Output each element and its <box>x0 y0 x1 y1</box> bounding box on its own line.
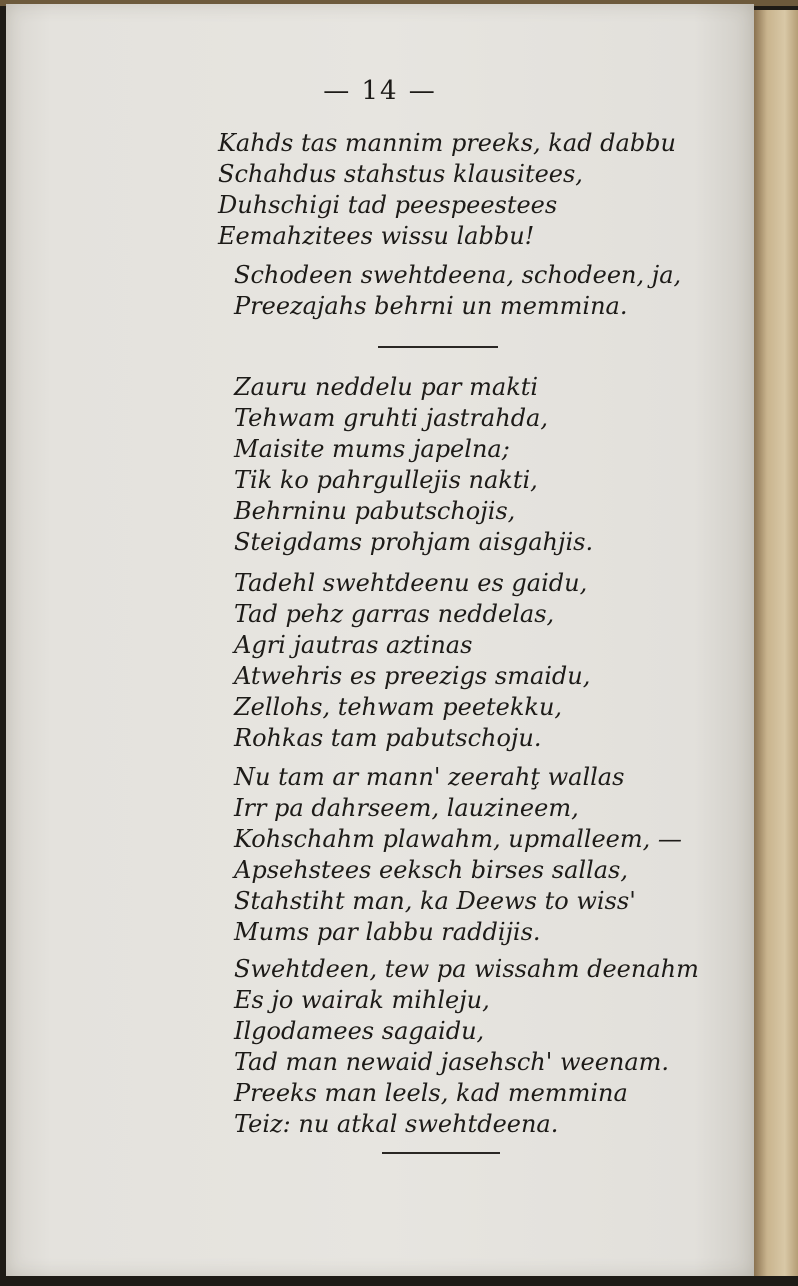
poem-line: Es jo wairak mihleju, <box>234 986 490 1014</box>
poem-line: Tad pehz garras neddelas, <box>234 600 555 628</box>
poem-line: Preeks man leels, kad memmina <box>234 1079 628 1107</box>
adjacent-page-edge <box>754 10 798 1276</box>
poem-line: Duhschigi tad peespeestees <box>218 191 558 219</box>
poem-line: Schodeen swehtdeena, schodeen, ja, <box>234 261 682 289</box>
poem-line: Stahstiht man, ka Deews to wiss' <box>234 887 636 915</box>
poem-line: Ilgodamees sagaidu, <box>234 1017 485 1045</box>
stanza-5 <box>234 762 682 948</box>
poem-line: Schahdus stahstus klausitees, <box>218 160 583 188</box>
poem-line: Rohkas tam pabutschoju. <box>234 724 542 752</box>
stanza-3 <box>234 372 593 558</box>
poem-line: Kohschahm plawahm, upmalleem, — <box>234 825 682 853</box>
poem-line: Zellohs, tehwam peetekku, <box>234 693 563 721</box>
poem-line: Steigdams prohjam aisgahjis. <box>234 528 594 556</box>
poem-line: Behrninu pabutschojis, <box>234 497 516 525</box>
poem-line: Teiz: nu atkal swehtdeena. <box>234 1110 559 1138</box>
poem-line: Irr pa dahrseem, lauzineem, <box>234 794 579 822</box>
book-page <box>6 4 754 1276</box>
section-divider-top <box>378 346 498 348</box>
stanza-4 <box>234 568 590 754</box>
poem-line: Atwehris es preezigs smaidu, <box>234 662 591 690</box>
poem-line: Tik ko pahrgullejis nakti, <box>234 466 538 494</box>
poem-line: Kahds tas mannim preeks, kad dabbu <box>218 129 677 157</box>
poem-line: Maisite mums japelna; <box>234 435 510 463</box>
stanza-1 <box>218 128 676 252</box>
poem-line: Tehwam gruhti jastrahda, <box>234 404 548 432</box>
poem-line: Agri jautras aztinas <box>234 631 473 659</box>
poem-line: Mums par labbu raddijis. <box>234 918 541 946</box>
poem-line: Tad man newaid jasehsch' weenam. <box>234 1048 670 1076</box>
page-number: — 14 — <box>323 76 437 106</box>
stanza-6 <box>234 954 699 1140</box>
poem-line: Swehtdeen, tew pa wissahm deenahm <box>234 955 699 983</box>
section-divider-bottom <box>382 1152 500 1154</box>
poem-line: Tadehl swehtdeenu es gaidu, <box>234 569 588 597</box>
stanza-2 <box>234 260 681 322</box>
poem-line: Zauru neddelu par makti <box>234 373 539 401</box>
poem-line: Apsehstees eeksch birses sallas, <box>234 856 628 884</box>
poem-line: Eemahzitees wissu labbu! <box>218 222 535 250</box>
poem-line: Nu tam ar mann' zeerahţ wallas <box>234 763 625 791</box>
poem-line: Preezajahs behrni un memmina. <box>234 292 628 320</box>
